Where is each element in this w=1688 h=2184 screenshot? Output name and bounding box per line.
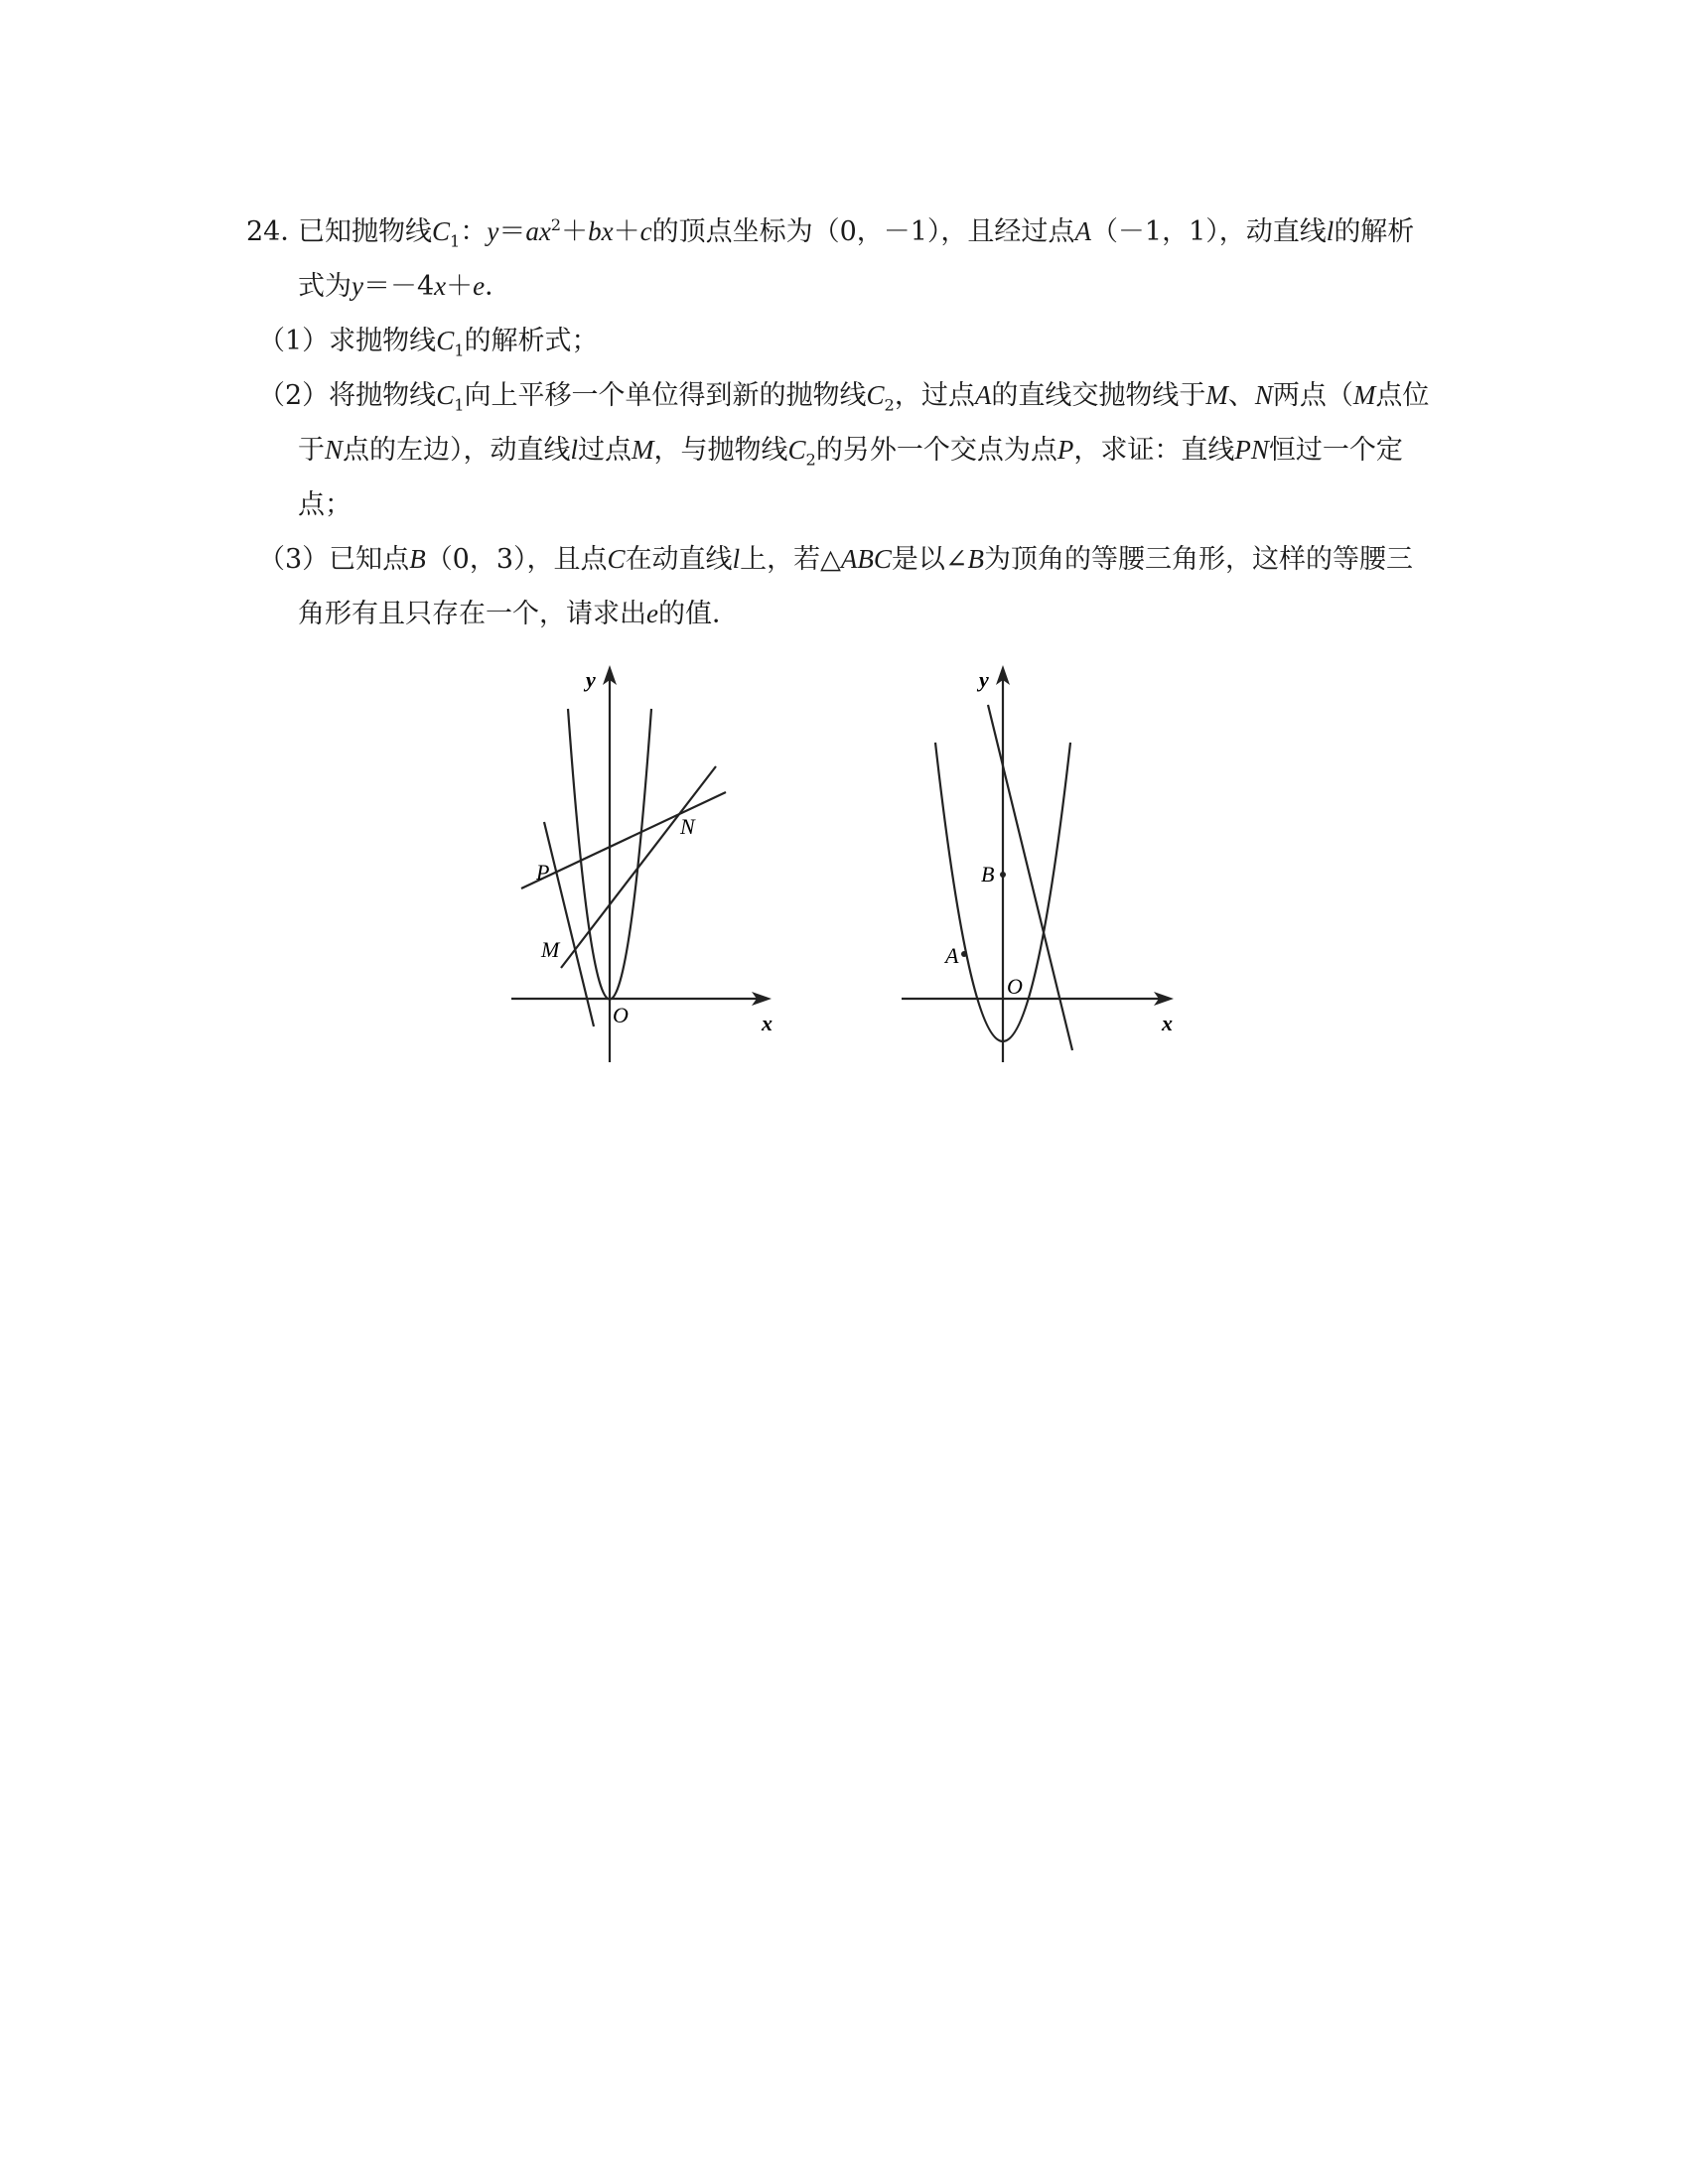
figure-1: [501, 663, 779, 1070]
part3-text: （3）已知点: [258, 544, 410, 575]
stem-text: 的顶点坐标为（0，－1），且经过点: [651, 216, 1075, 247]
point-p-label: P: [536, 860, 550, 885]
line-pm: [544, 822, 594, 1026]
part2-text: ，与抛物线: [653, 435, 788, 466]
x-axis-label: x: [1162, 1011, 1173, 1035]
part2-sub: 2: [805, 450, 816, 470]
part-3: [246, 532, 1438, 641]
stem-text: ＋: [613, 216, 640, 247]
origin-label: O: [1007, 974, 1023, 999]
stem-sub: 1: [450, 231, 461, 251]
part2-var: M: [632, 435, 654, 465]
part2-text: 、: [1227, 380, 1255, 411]
part2-sub: 2: [884, 395, 895, 415]
problem-24: [246, 205, 1438, 641]
stem-text: 的解析式为: [298, 216, 1415, 302]
part2-text: 点位于: [298, 380, 1430, 466]
part2-sub: 1: [454, 395, 465, 415]
part3-var: B: [409, 544, 426, 574]
part2-text: 恒过一个定点；: [298, 435, 1403, 520]
part1-var: C: [436, 326, 455, 355]
stem-text: ＝: [498, 216, 526, 247]
stem-var: x: [434, 271, 447, 301]
line-mn: [561, 766, 716, 968]
stem-var: bx: [588, 216, 614, 246]
stem-text: （－1，1），动直线: [1090, 216, 1327, 247]
part2-var: N: [325, 435, 344, 465]
part2-text: 点的左边），动直线: [343, 435, 571, 466]
part2-text: （2）将抛物线: [258, 380, 437, 411]
stem-var: e: [473, 271, 486, 301]
origin-label: O: [613, 1003, 629, 1027]
problem-stem: [246, 205, 1438, 314]
part2-var: PN: [1234, 435, 1269, 465]
line-pn: [521, 792, 726, 888]
part2-var: l: [570, 435, 579, 465]
point-a-dot: [961, 951, 967, 957]
problem-number: 24．: [246, 216, 308, 247]
stem-text: ．: [485, 271, 512, 302]
part2-text: 的另外一个交点为点: [815, 435, 1057, 466]
point-n-label: N: [680, 814, 695, 839]
stem-var: y: [487, 216, 499, 246]
part1-text: （1）求抛物线: [258, 326, 437, 356]
part-2: [246, 368, 1438, 532]
point-a-label: A: [945, 943, 959, 968]
part2-text: 两点（: [1272, 380, 1353, 411]
stem-var: A: [1074, 216, 1091, 246]
stem-text: ：: [460, 216, 488, 247]
part3-text: 上，若△: [740, 544, 841, 575]
part2-var: M: [1205, 380, 1228, 410]
stem-text: ＋: [561, 216, 589, 247]
part2-var: M: [1352, 380, 1376, 410]
part-1: [246, 314, 1438, 368]
part2-text: 向上平移一个单位得到新的抛物线: [464, 380, 867, 411]
part3-var: C: [607, 544, 626, 574]
part3-var: ABC: [840, 544, 892, 574]
part2-text: ，求证：直线: [1073, 435, 1235, 466]
part3-text: 是以∠: [891, 544, 968, 575]
part2-var: N: [1254, 380, 1273, 410]
part3-var: l: [732, 544, 741, 574]
part2-var: P: [1056, 435, 1074, 465]
part3-text: 在动直线: [625, 544, 733, 575]
stem-var: y: [352, 271, 363, 301]
part3-text: 为顶角的等腰三角形，这样的等腰三角形有且只存在一个，请求出: [298, 544, 1413, 629]
part3-var: e: [646, 599, 658, 628]
point-b-label: B: [981, 862, 995, 887]
part2-text: 过点: [578, 435, 633, 466]
y-axis-label: y: [586, 667, 596, 692]
part3-text: 的值．: [657, 599, 739, 629]
part2-var: C: [866, 380, 885, 410]
stem-var: c: [639, 216, 652, 246]
stem-sup: 2: [550, 215, 562, 234]
x-axis-label: x: [762, 1011, 773, 1035]
point-b-dot: [1000, 872, 1006, 878]
figure-2: [894, 663, 1182, 1070]
part2-text: 的直线交抛物线于: [991, 380, 1206, 411]
part2-text: ，过点: [894, 380, 975, 411]
stem-var: ax: [525, 216, 551, 246]
part3-var: B: [967, 544, 984, 574]
part1-sub: 1: [454, 341, 465, 360]
stem-text: 已知抛物线: [298, 216, 432, 247]
stem-text: ＝－4: [362, 271, 435, 302]
part2-var: C: [787, 435, 806, 465]
stem-var: C: [432, 216, 451, 246]
part1-text: 的解析式；: [464, 326, 599, 356]
point-m-label: M: [541, 937, 560, 962]
part2-var: C: [436, 380, 455, 410]
part2-var: A: [974, 380, 992, 410]
part3-text: （0，3），且点: [425, 544, 608, 575]
stem-var: l: [1326, 216, 1335, 246]
stem-text: ＋: [446, 271, 474, 302]
y-axis-label: y: [979, 667, 989, 692]
